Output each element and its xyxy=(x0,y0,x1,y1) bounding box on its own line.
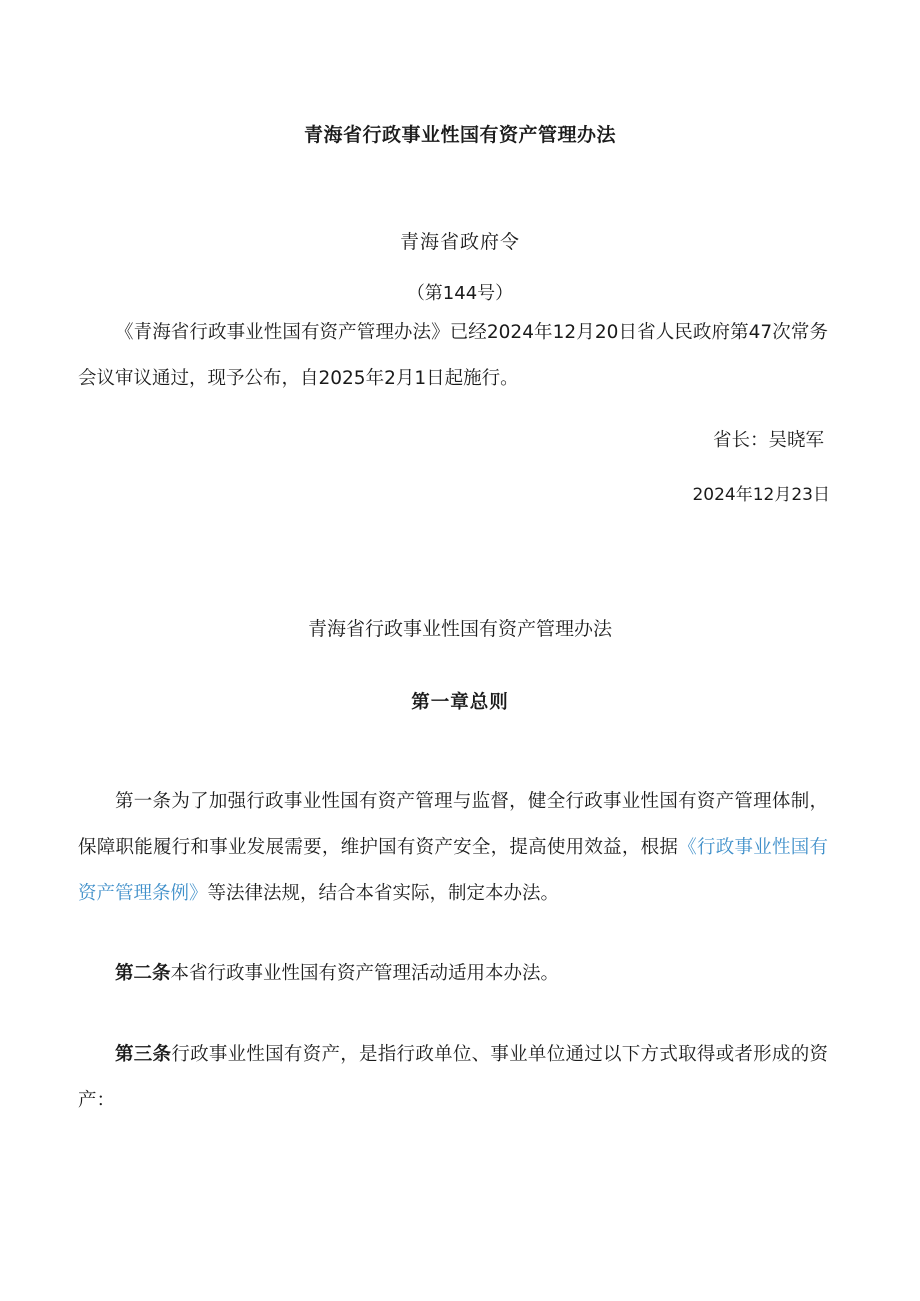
article-3-head: 第三条 xyxy=(115,1044,172,1065)
article-2-text: 本省行政事业性国有资产管理活动适用本办法。 xyxy=(170,963,560,984)
announcement-paragraph: 《青海省行政事业性国有资产管理办法》已经2024年12月20日省人民政府第47次常务会议审议通过，现予公布，自2025年2月1日起施行。 xyxy=(78,322,828,389)
article-1-body: 第一条 xyxy=(115,791,172,812)
document-title: 青海省行政事业性国有资产管理办法 xyxy=(303,124,616,146)
article-2-head: 第二条 xyxy=(115,963,171,984)
signing-date: 2024年12月23日 xyxy=(692,485,830,505)
signatory-line: 省长：吴晓军 xyxy=(712,430,824,451)
decree-number: （第144号） xyxy=(406,283,514,304)
regulation-title: 青海省行政事业性国有资产管理办法 xyxy=(307,618,612,640)
article-3 xyxy=(78,1032,828,1124)
article-3-text: 行政事业性国有资产，是指行政单位、事业单位通过以下方式取得或者形成的资产： xyxy=(78,1044,828,1111)
decree-issuer: 青海省政府令 xyxy=(399,231,520,253)
article-1-text-tail: 等法律法规，结合本省实际，制定本办法。 xyxy=(207,883,560,904)
article-1-text: 为了加强行政事业性国有资产管理与监督，健全行政事业性国有资产管理体制，保障职能履行和事业发展需要，维护国有资产安全，提高使用效益，根据 xyxy=(78,791,828,858)
article-1 xyxy=(78,779,828,917)
chapter-title: 第一章总则 xyxy=(411,692,509,713)
regulation-link[interactable]: 《行政事业性国有资产管理条例》 xyxy=(78,837,828,904)
article-2 xyxy=(78,951,828,997)
